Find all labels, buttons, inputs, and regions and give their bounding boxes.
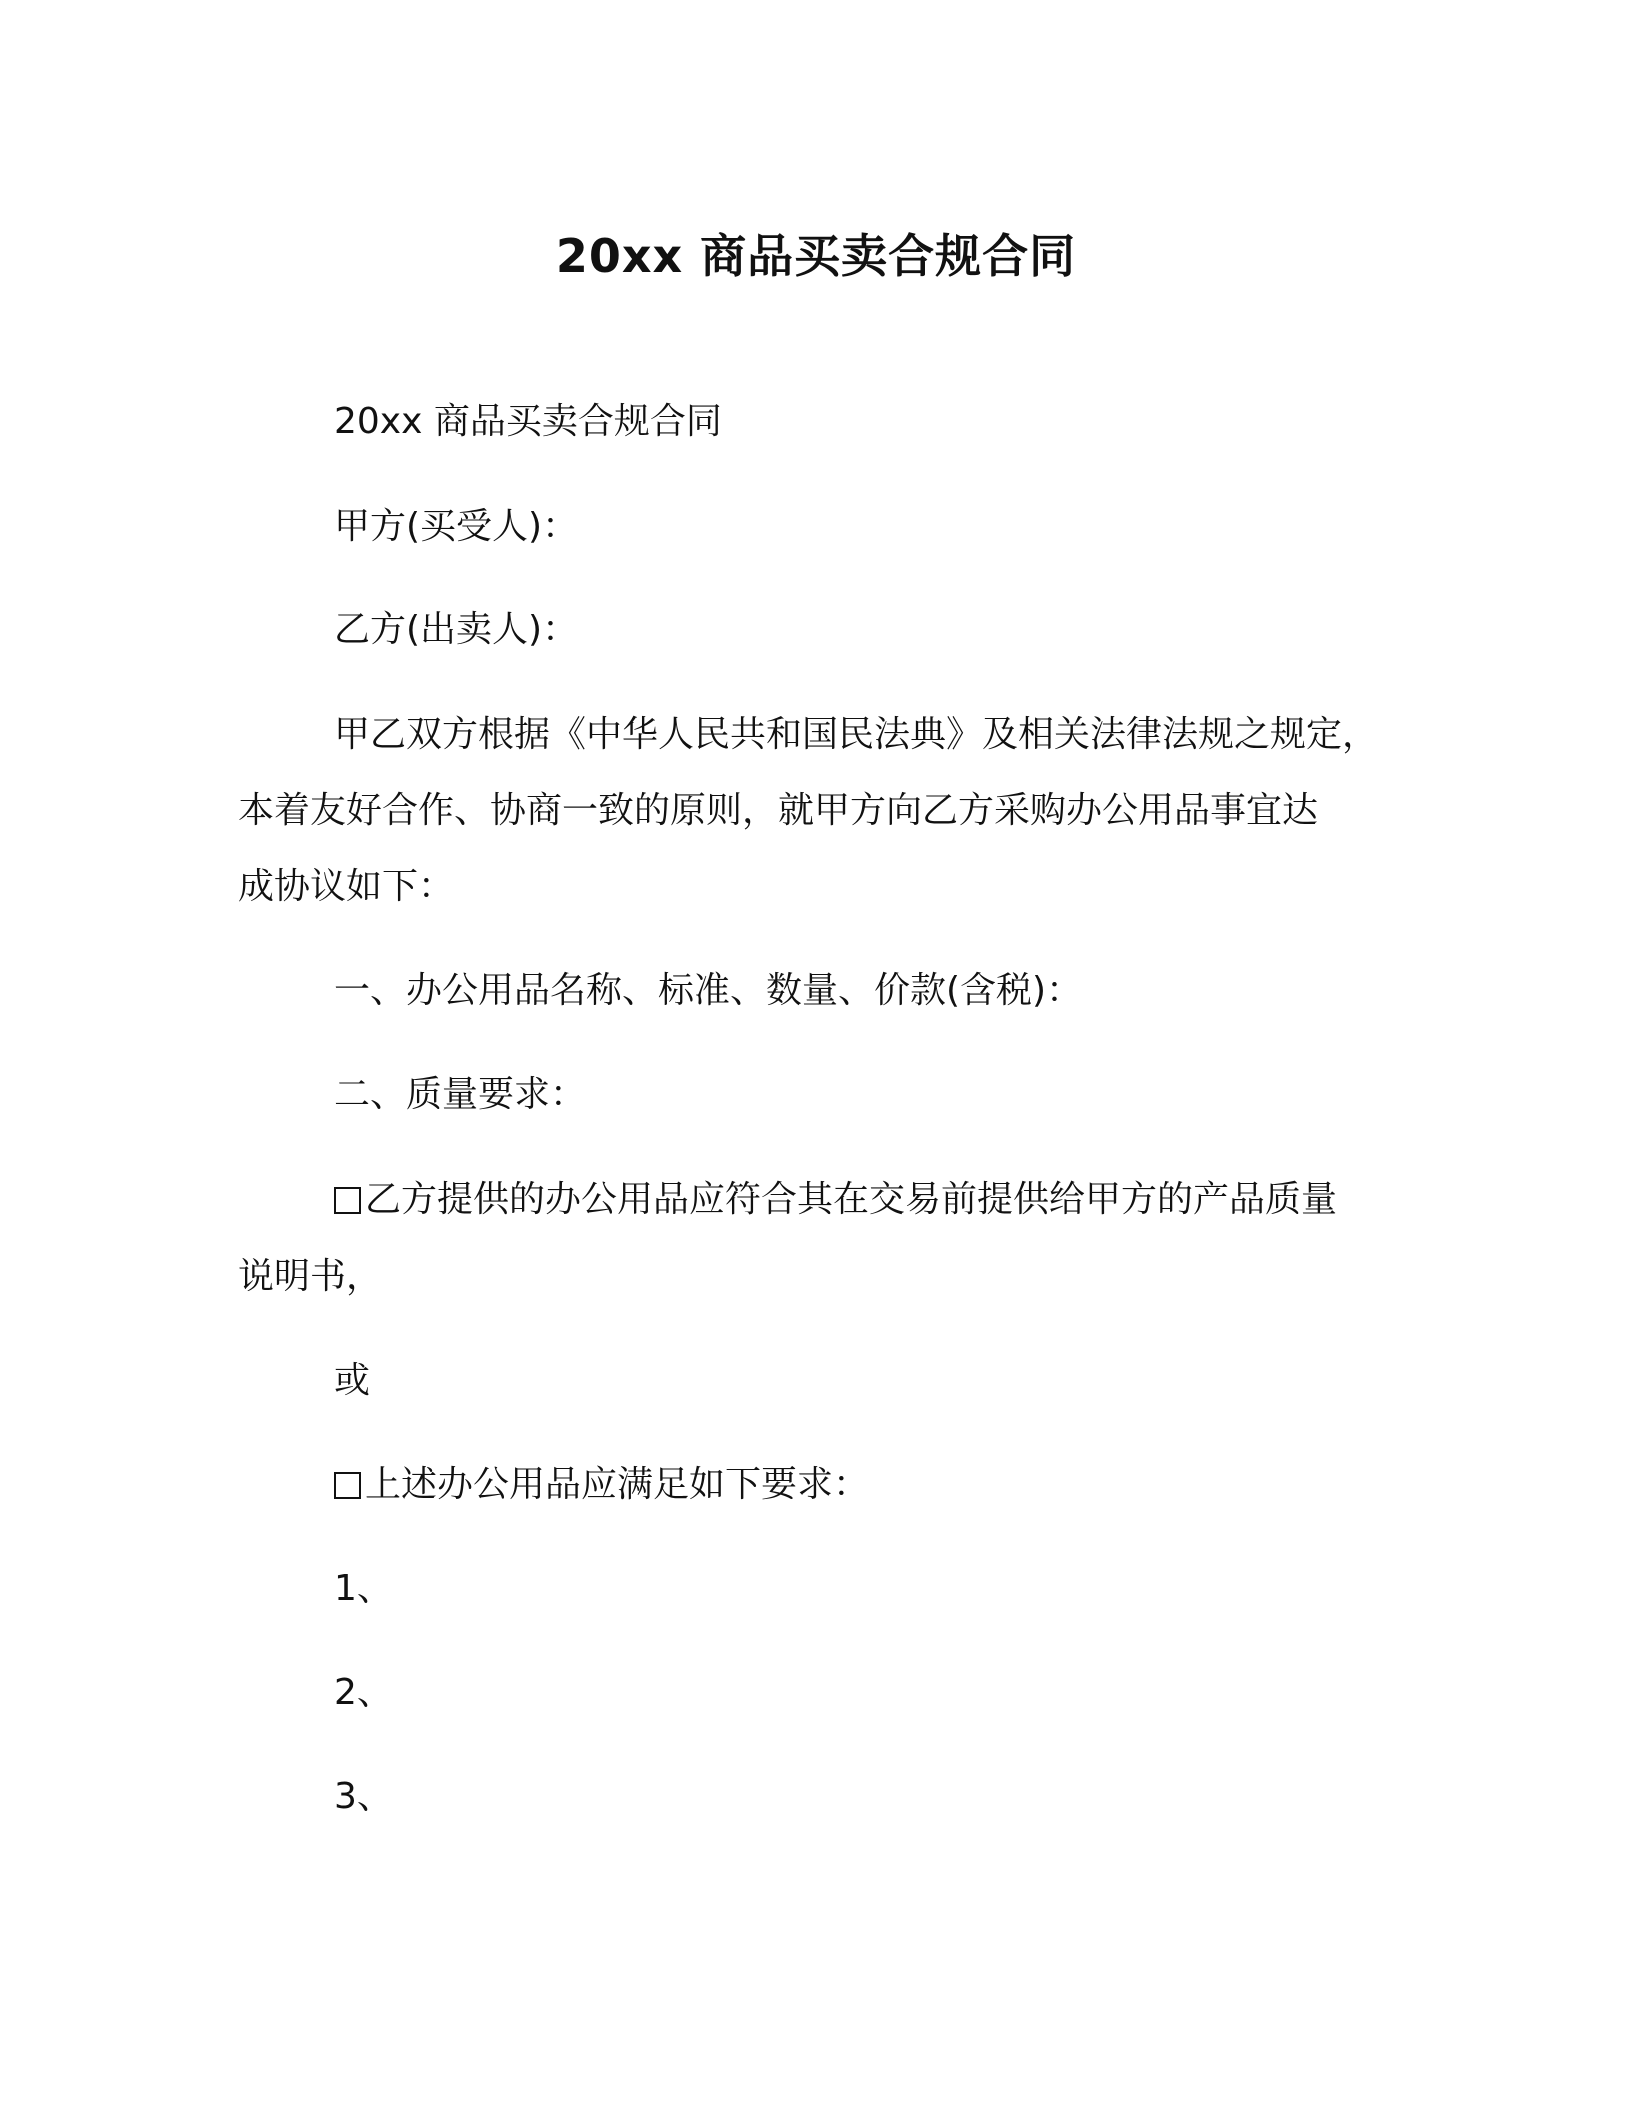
option-1-line-1	[334, 1175, 1337, 1225]
intro-line-2: 本着友好合作、协商一致的原则，就甲方向乙方采购办公用品事宜达	[238, 790, 1319, 831]
document-title: 20xx 商品买卖合规合同	[555, 229, 1077, 283]
section-2-heading: 二、质量要求：	[334, 1074, 587, 1115]
checkbox-icon[interactable]	[334, 1472, 361, 1499]
section-1-heading: 一、办公用品名称、标准、数量、价款(含税)：	[334, 970, 1083, 1011]
document-subtitle: 20xx 商品买卖合规合同	[334, 401, 722, 442]
party-a-label: 甲方(买受人)：	[334, 506, 579, 547]
list-item: 2、	[334, 1672, 393, 1713]
list-item: 3、	[334, 1776, 393, 1817]
intro-line-1: 甲乙双方根据《中华人民共和国民法典》及相关法律法规之规定，	[334, 714, 1379, 755]
or-text: 或	[334, 1360, 371, 1401]
party-b-label: 乙方(出卖人)：	[334, 609, 579, 650]
option-2-text: 上述办公用品应满足如下要求：	[365, 1464, 870, 1505]
intro-line-3: 成协议如下：	[238, 866, 455, 907]
option-2-line	[334, 1460, 869, 1510]
checkbox-icon[interactable]	[334, 1187, 361, 1214]
option-1-line-2: 说明书，	[238, 1256, 383, 1297]
list-item: 1、	[334, 1568, 393, 1609]
option-1-text: 乙方提供的办公用品应符合其在交易前提供给甲方的产品质量	[365, 1179, 1338, 1220]
